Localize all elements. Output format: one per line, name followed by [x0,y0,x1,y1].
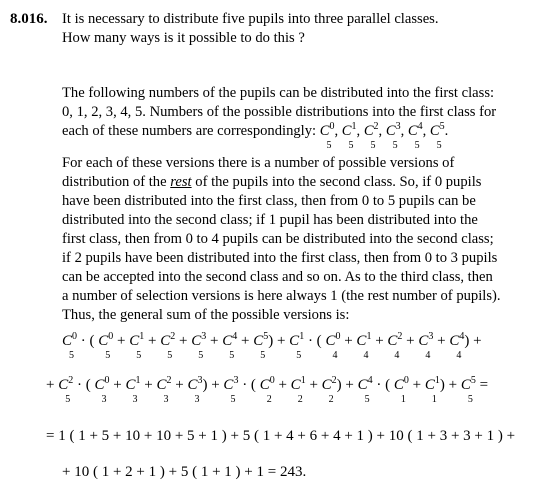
text-line: 0, 1, 2, 3, 4, 5. Numbers of the possible distributions into the first class for [62,104,497,120]
text-line: if 2 pupils have been distributed into the first class, then from 0 to 3 pupils [62,250,498,266]
text-line: first class, then from 0 to 4 pupils can be distributed into the second class; [62,231,494,247]
text-line [62,173,501,192]
text-line: a number of selection versions is here always 1 (the rest number of pupils). [62,288,501,304]
solution-paragraph-2 [62,154,501,325]
equation-line-2: + $C^25$ · ( $C^03 + C^13 + C^23 + C^33) + C^35$ · ( $C^02 + C^12 + C^22) + C^45$ · ( $C^01 + C^11) + C^55$ = [46,375,489,405]
equation-line-4: + 10 ( 1 + 2 + 1 ) + 5 ( 1 + 1 ) + 1 = 243. [62,464,307,480]
text-fragment: of the pupils into the second class. So, if 0 pupils [195,174,482,190]
text-line: can be accepted into the second class and so on. As to the third class, then [62,269,493,285]
text-line: For each of these versions there is a number of possible versions of [62,155,455,171]
text-line [62,121,496,151]
text-line: distributed into the second class; if 1 pupil has been distributed into the [62,212,478,228]
question-line: How many ways is it possible to do this ? [62,30,305,46]
solution-paragraph-1 [62,84,497,151]
equation-line-1: $C^05$ · ( $C^05 + C^15 + C^25 + C^35 + C^45 + C^55) + C^15$ · ( $C^04 + C^14 + C^24 + C^34 + C^44$) + [62,331,482,361]
equation-line-3: = 1 ( 1 + 5 + 10 + 10 + 5 + 1 ) + 5 ( 1 + 4 + 6 + 4 + 1 ) + 10 ( 1 + 3 + 3 + 1 ) + [46,428,516,444]
question-line: It is necessary to distribute five pupils into three parallel classes. [62,11,439,27]
text-line: The following numbers of the pupils can be distributed into the first class: [62,85,495,101]
emphasized-word: rest [170,174,192,190]
text-line: have been distributed into the first class, then from 0 to 5 pupils can be [62,193,476,209]
text-fragment: distribution of the [62,174,167,190]
text-fragment: each of these numbers are correspondingly: [62,123,317,139]
problem-question [62,10,439,48]
text-line: Thus, the general sum of the possible versions is: [62,307,350,323]
problem-number: 8.016. [10,11,48,27]
combination-list: $C^05$, $C^15$, $C^25$, $C^35$, $C^45$, $C^55$. [319,121,449,151]
